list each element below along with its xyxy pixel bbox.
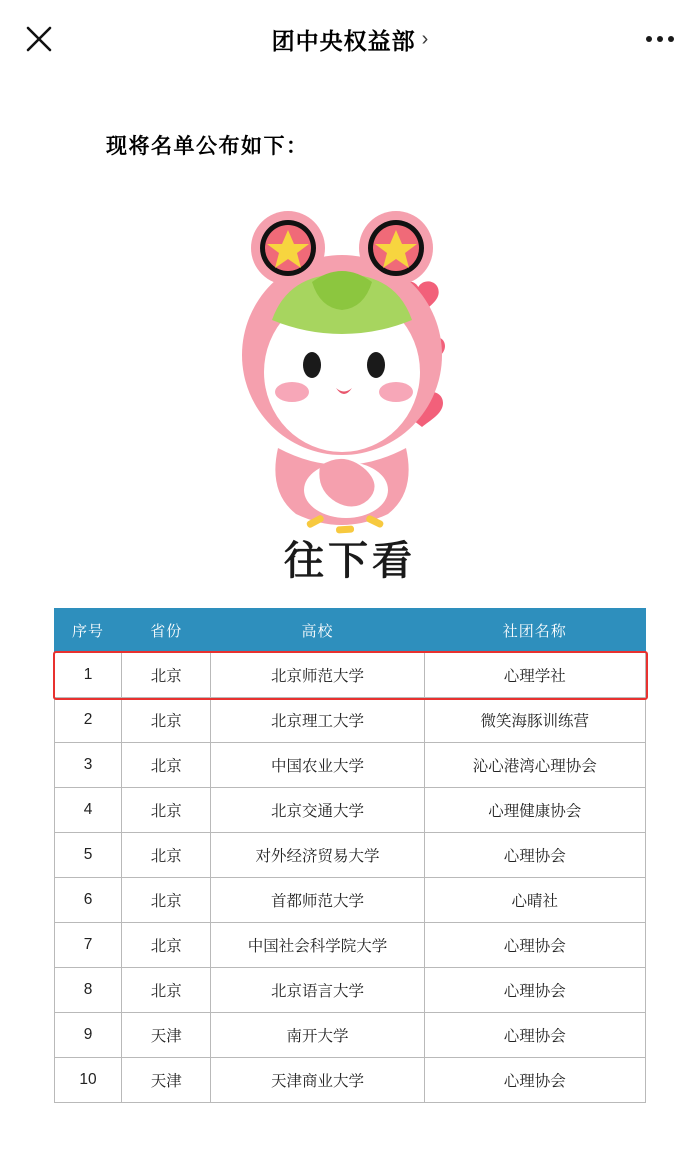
mascot-illustration [0, 190, 700, 590]
close-icon[interactable] [22, 22, 56, 56]
cell-university: 北京理工大学 [211, 698, 424, 743]
cell-university: 北京师范大学 [211, 653, 424, 698]
cell-index: 6 [55, 878, 122, 923]
table-header-row [55, 609, 646, 653]
table-row [55, 968, 646, 1013]
cell-club: 心理健康协会 [424, 788, 645, 833]
column-header-province: 省份 [122, 609, 211, 653]
column-header-club: 社团名称 [424, 609, 645, 653]
cell-club: 心晴社 [424, 878, 645, 923]
cell-index: 5 [55, 833, 122, 878]
column-header-university: 高校 [211, 609, 424, 653]
cell-university: 对外经济贸易大学 [211, 833, 424, 878]
table-row [55, 698, 646, 743]
cell-index: 7 [55, 923, 122, 968]
top-navigation-bar [0, 0, 700, 78]
article-body [0, 130, 700, 1103]
cell-university: 北京交通大学 [211, 788, 424, 833]
cell-index: 3 [55, 743, 122, 788]
cell-index: 10 [55, 1058, 122, 1103]
cell-index: 4 [55, 788, 122, 833]
cell-province: 北京 [122, 833, 211, 878]
table-row [55, 1013, 646, 1058]
cell-province: 北京 [122, 923, 211, 968]
cell-university: 首都师范大学 [211, 878, 424, 923]
table-row [55, 788, 646, 833]
cell-university: 北京语言大学 [211, 968, 424, 1013]
column-header-index: 序号 [55, 609, 122, 653]
cell-index: 9 [55, 1013, 122, 1058]
cell-index: 1 [55, 653, 122, 698]
lead-paragraph: 现将名单公布如下： [106, 135, 309, 158]
cell-province: 天津 [122, 1013, 211, 1058]
cell-club: 心理协会 [424, 923, 645, 968]
more-options-icon[interactable] [646, 36, 674, 42]
more-dot [668, 36, 674, 42]
cell-club: 微笑海豚训练营 [424, 698, 645, 743]
account-title[interactable] [272, 23, 429, 56]
mascot-caption: 往下看 [284, 538, 416, 584]
cell-province: 北京 [122, 698, 211, 743]
cell-club: 心理学社 [424, 653, 645, 698]
table-row [55, 653, 646, 698]
cell-province: 北京 [122, 788, 211, 833]
page-title: 团中央权益部 [271, 27, 416, 54]
table-body [55, 653, 646, 1103]
more-dot [657, 36, 663, 42]
cell-province: 天津 [122, 1058, 211, 1103]
club-list-table [54, 608, 646, 1103]
cell-club: 心理协会 [424, 833, 645, 878]
cell-index: 2 [55, 698, 122, 743]
cell-province: 北京 [122, 878, 211, 923]
table-row [55, 743, 646, 788]
table-header [55, 609, 646, 653]
cell-province: 北京 [122, 968, 211, 1013]
table-row [55, 1058, 646, 1103]
cell-club: 沁心港湾心理协会 [424, 743, 645, 788]
table-row [55, 878, 646, 923]
cell-province: 北京 [122, 743, 211, 788]
cell-club: 心理协会 [424, 1058, 645, 1103]
chevron-right-icon: › [421, 27, 429, 50]
more-dot [646, 36, 652, 42]
cell-club: 心理协会 [424, 1013, 645, 1058]
cell-province: 北京 [122, 653, 211, 698]
cell-university: 中国社会科学院大学 [211, 923, 424, 968]
club-list-table-container [54, 608, 646, 1103]
cell-university: 南开大学 [211, 1013, 424, 1058]
cell-university: 天津商业大学 [211, 1058, 424, 1103]
table-row [55, 923, 646, 968]
table-row [55, 833, 646, 878]
cell-club: 心理协会 [424, 968, 645, 1013]
cell-index: 8 [55, 968, 122, 1013]
cell-university: 中国农业大学 [211, 743, 424, 788]
